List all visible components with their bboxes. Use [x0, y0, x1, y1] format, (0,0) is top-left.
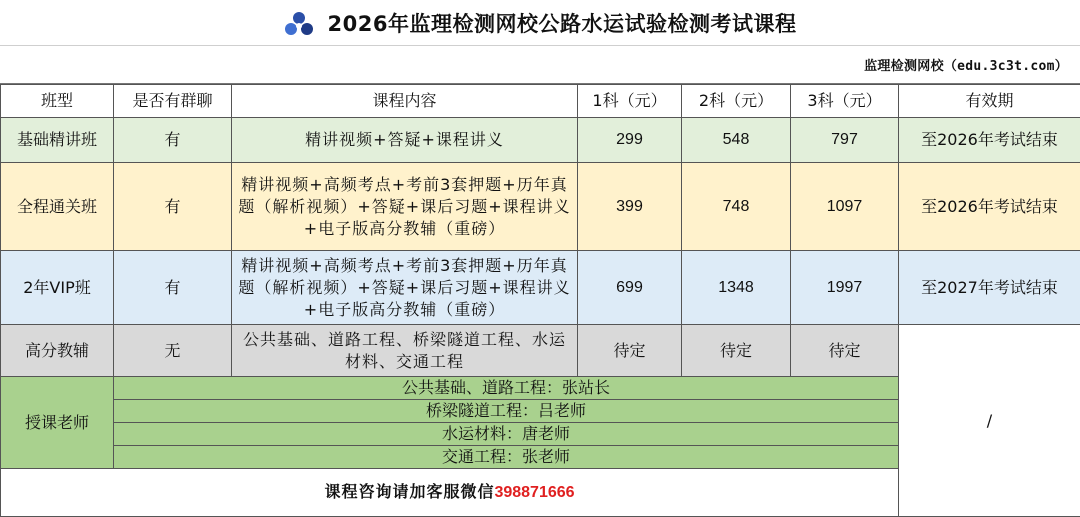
table-row: [1, 163, 1080, 251]
teacher-item: 桥梁隧道工程：吕老师: [114, 400, 899, 423]
price-one: 399: [578, 163, 682, 251]
header-class-type: 班型: [1, 85, 114, 118]
price-two: 待定: [682, 325, 791, 377]
title-bar: [0, 0, 1080, 46]
group-chat-value: 有: [114, 118, 232, 163]
group-chat-value: 有: [114, 251, 232, 325]
class-name: 高分教辅: [1, 325, 114, 377]
teacher-item: 水运材料：唐老师: [114, 423, 899, 446]
page-title: 2026年监理检测网校公路水运试验检测考试课程: [328, 8, 797, 38]
table-row: [1, 325, 1080, 377]
validity-value: 至2027年考试结束: [899, 251, 1080, 325]
header-validity: 有效期: [899, 85, 1080, 118]
table-row: [1, 251, 1080, 325]
price-three: 待定: [791, 325, 899, 377]
table-header-row: [1, 85, 1080, 118]
group-chat-value: 有: [114, 163, 232, 251]
validity-value: 至2026年考试结束: [899, 163, 1080, 251]
teacher-label: 授课老师: [1, 377, 114, 469]
consult-text: 课程咨询请加客服微信: [324, 482, 494, 501]
header-one-subject: 1科（元）: [578, 85, 682, 118]
course-content: 精讲视频+高频考点+考前3套押题+历年真题（解析视频）+答疑+课后习题+课程讲义+电子版高分教辅（重磅）: [232, 163, 578, 251]
header-three-subjects: 3科（元）: [791, 85, 899, 118]
price-three: 1097: [791, 163, 899, 251]
price-one: 待定: [578, 325, 682, 377]
course-content: 公共基础、道路工程、桥梁隧道工程、水运材料、交通工程: [232, 325, 578, 377]
teacher-item: 交通工程：张老师: [114, 446, 899, 469]
class-name: 2年VIP班: [1, 251, 114, 325]
price-three: 1997: [791, 251, 899, 325]
course-content: 精讲视频+高频考点+考前3套押题+历年真题（解析视频）+答疑+课后习题+课程讲义+电子版高分教辅（重磅）: [232, 251, 578, 325]
site-name: 监理检测网校（edu.3c3t.com）: [864, 55, 1068, 74]
validity-value: /: [899, 325, 1080, 517]
class-name: 全程通关班: [1, 163, 114, 251]
price-two: 748: [682, 163, 791, 251]
school-logo-icon: [284, 10, 314, 36]
course-table: [0, 84, 1080, 517]
price-one: 299: [578, 118, 682, 163]
teacher-item: 公共基础、道路工程：张站长: [114, 377, 899, 400]
price-two: 1348: [682, 251, 791, 325]
validity-value: 至2026年考试结束: [899, 118, 1080, 163]
price-three: 797: [791, 118, 899, 163]
course-content: 精讲视频+答疑+课程讲义: [232, 118, 578, 163]
price-two: 548: [682, 118, 791, 163]
class-name: 基础精讲班: [1, 118, 114, 163]
header-content: 课程内容: [232, 85, 578, 118]
table-row: [1, 118, 1080, 163]
header-group-chat: 是否有群聊: [114, 85, 232, 118]
wechat-id[interactable]: 398871666: [494, 484, 574, 501]
header-two-subjects: 2科（元）: [682, 85, 791, 118]
site-bar: [0, 46, 1080, 84]
consult-cell: [1, 469, 899, 517]
price-one: 699: [578, 251, 682, 325]
group-chat-value: 无: [114, 325, 232, 377]
